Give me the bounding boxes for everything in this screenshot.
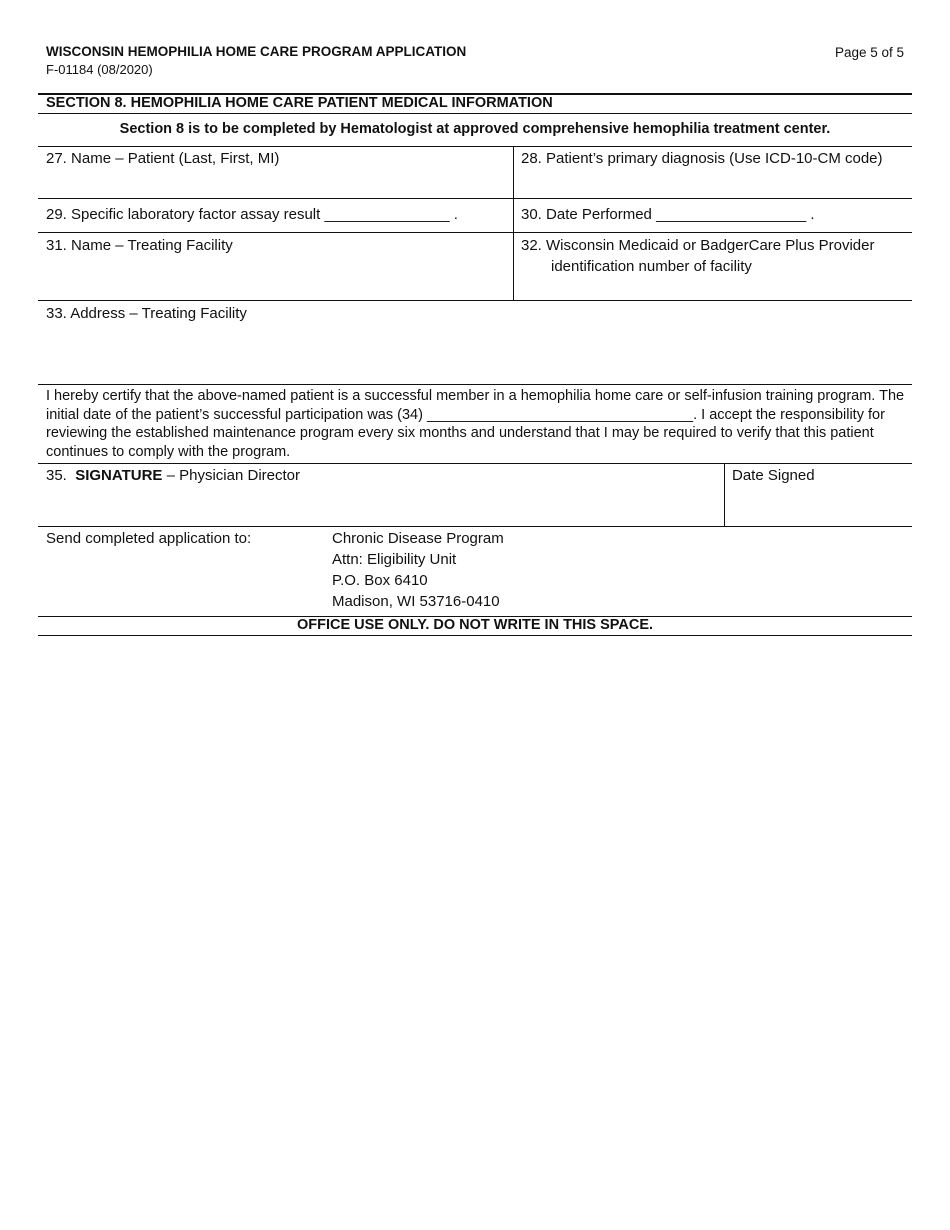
rule [38,635,912,636]
mailing-label: Send completed application to: [46,530,252,547]
column-divider [724,463,725,526]
rule [38,198,912,199]
factor-assay-field[interactable]: 29. Specific laboratory factor assay result _______________ . [46,206,458,223]
office-use-banner: OFFICE USE ONLY. DO NOT WRITE IN THIS SPACE. [296,617,654,633]
address-line: Chronic Disease Program [332,530,504,547]
provider-id-field-line2: identification number of facility [551,258,752,275]
date-signed-field[interactable]: Date Signed [732,467,815,484]
facility-address-field[interactable]: 33. Address – Treating Facility [46,305,247,322]
form-title: WISCONSIN HEMOPHILIA HOME CARE PROGRAM APPLICATION [46,44,467,59]
page-number: Page 5 of 5 [834,45,904,60]
rule [38,113,912,114]
certification-text: I hereby certify that the above-named patient is a successful member in a hemophilia home care or self-infusion training program. The initial date of the patient’s successful participation was (34) _________________________________. I accept the responsibility for reviewing the established maintenance program every six months and understand that I may be required to verify that this patient continues to comply with the program. [46,388,905,460]
patient-name-field[interactable]: 27. Name – Patient (Last, First, MI) [46,150,280,167]
treating-facility-field[interactable]: 31. Name – Treating Facility [46,237,233,254]
signature-field[interactable] [46,465,300,486]
signature-label: SIGNATURE [75,467,163,484]
column-divider [513,146,514,300]
form-id: F-01184 (08/2020) [46,62,153,77]
signature-number: 35. [46,467,67,484]
address-line: Madison, WI 53716-0410 [332,593,500,610]
rule [38,526,912,527]
section-title: SECTION 8. HEMOPHILIA HOME CARE PATIENT MEDICAL INFORMATION [46,95,553,111]
provider-id-field[interactable]: 32. Wisconsin Medicaid or BadgerCare Plus Provider [521,237,875,254]
primary-diagnosis-field[interactable]: 28. Patient’s primary diagnosis (Use ICD-10-CM code) [521,150,883,167]
address-line: Attn: Eligibility Unit [332,551,457,568]
address-line: P.O. Box 6410 [332,572,428,589]
rule [38,146,912,147]
section-note: Section 8 is to be completed by Hematologist at approved comprehensive hemophilia treatment center. [119,121,831,137]
rule [38,232,912,233]
rule [38,300,912,301]
rule [38,463,912,464]
rule [38,384,912,385]
signature-suffix: – Physician Director [166,467,300,484]
date-performed-field[interactable]: 30. Date Performed __________________ . [521,206,815,223]
